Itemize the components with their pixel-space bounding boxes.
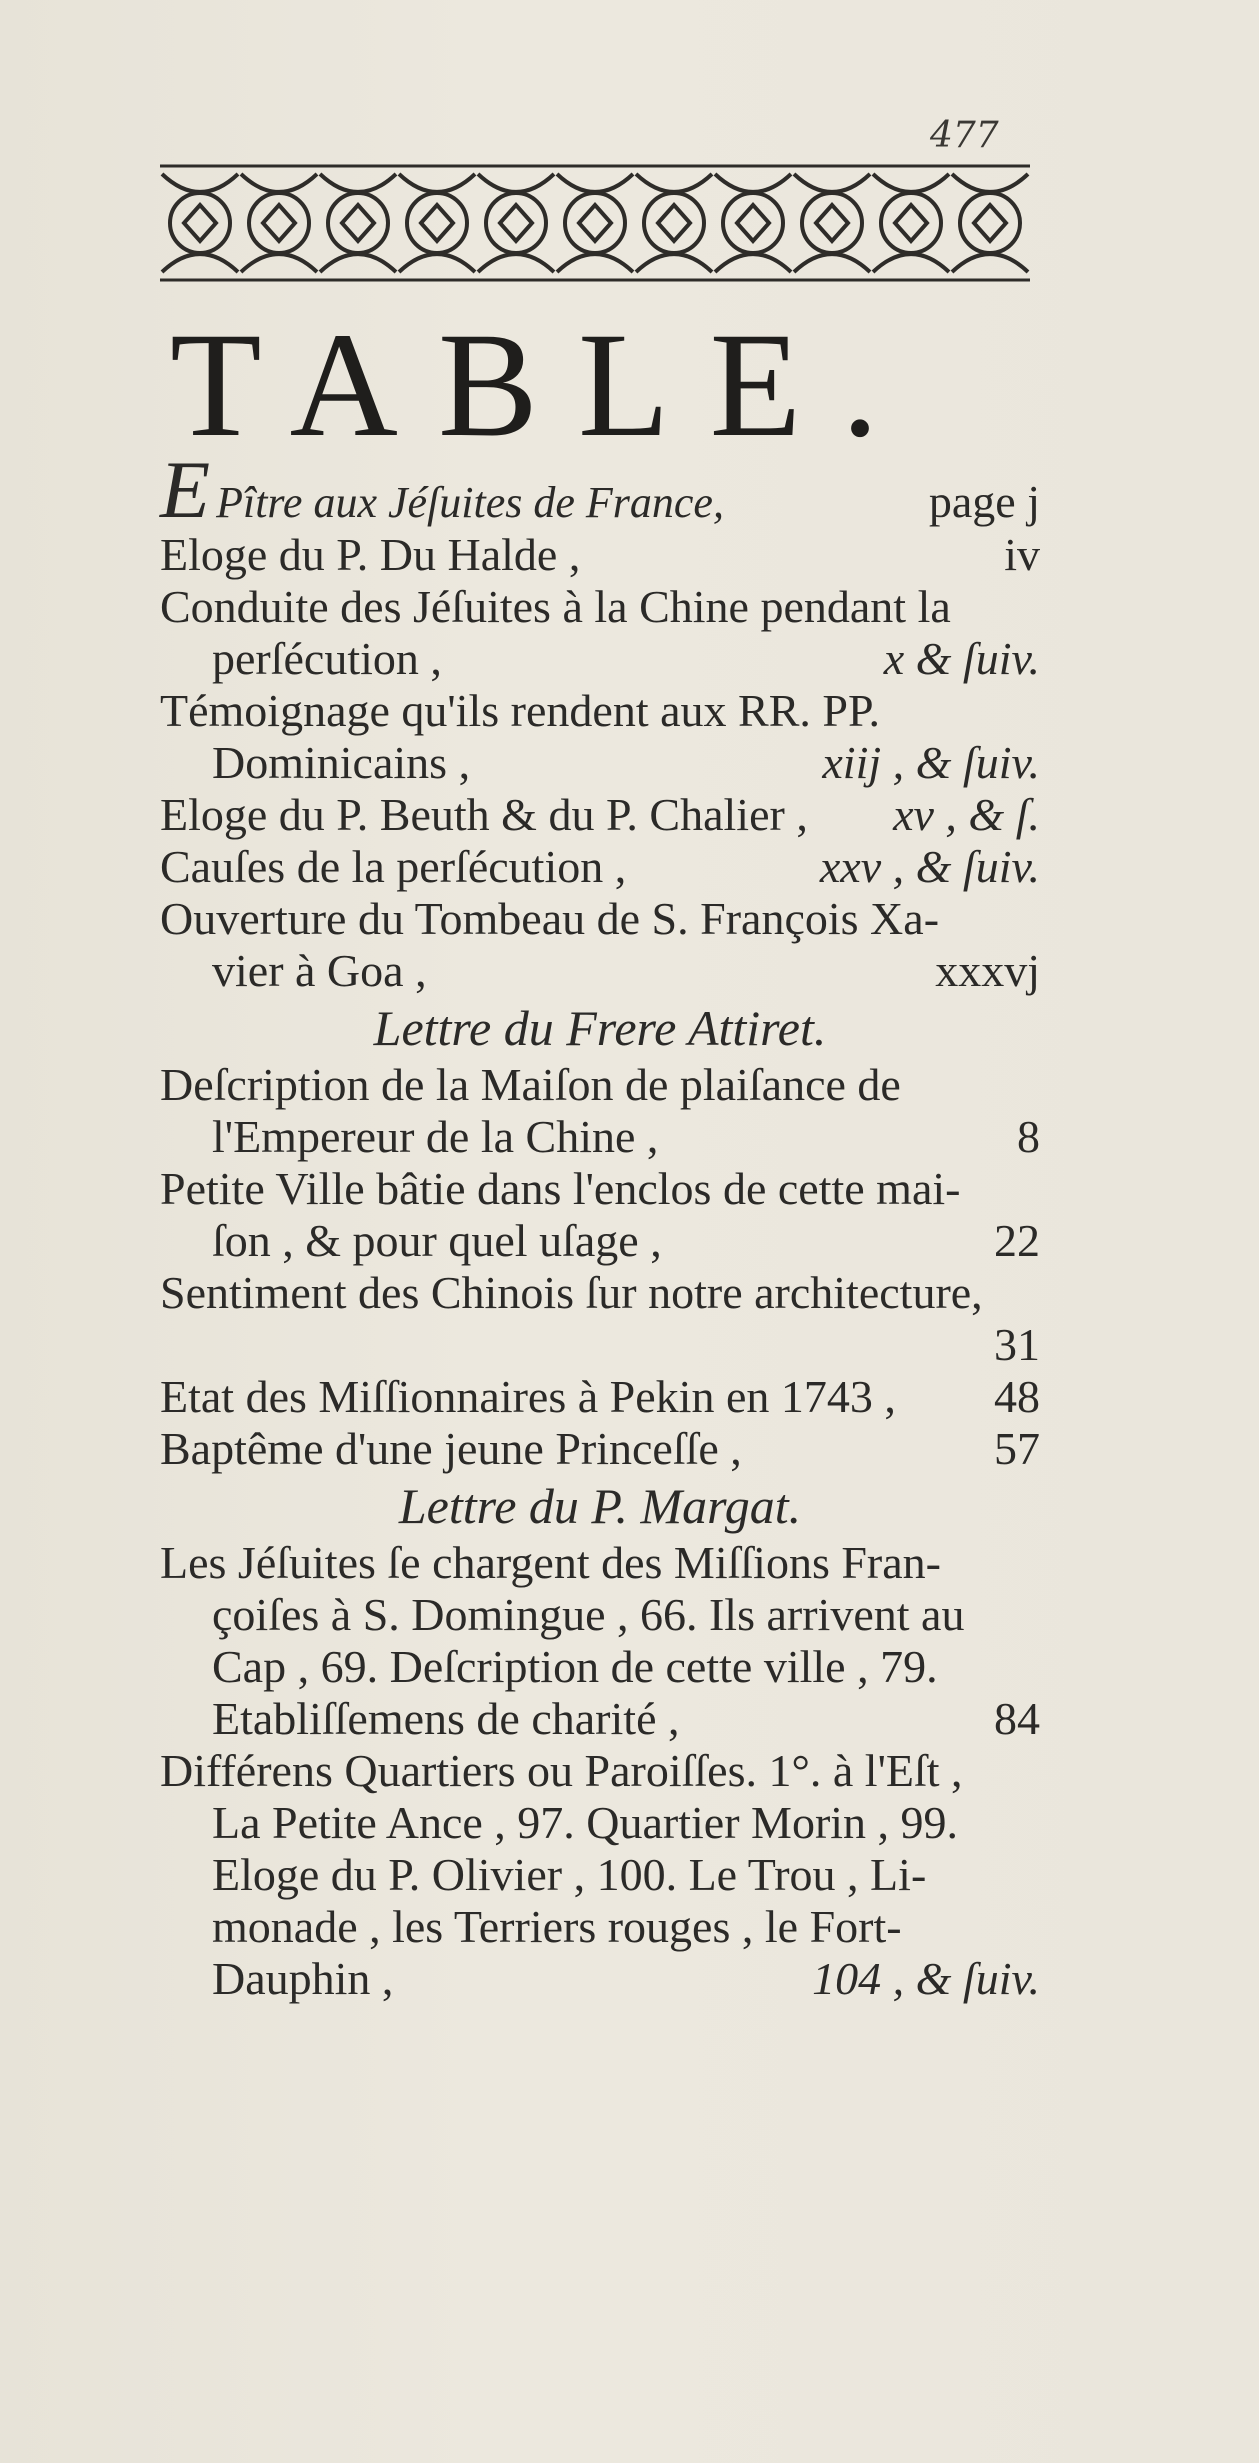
toc-page-ref: 57 (994, 1423, 1040, 1474)
section-heading: Lettre du P. Margat. (398, 1478, 802, 1534)
toc-line (160, 1423, 1040, 1475)
ornament-arc (557, 174, 633, 272)
ornament-diamond (737, 205, 769, 241)
ornament-diamond (658, 205, 690, 241)
toc-page-ref: 8 (1017, 1111, 1040, 1162)
toc-entry-text: çoiſes à S. Domingue , 66. Ils arrivent au (212, 1589, 965, 1640)
ornament-arc (478, 174, 554, 272)
toc-line (160, 581, 1040, 633)
toc-page-ref: 48 (994, 1371, 1040, 1422)
toc-page-ref: xiij , & ſuiv. (822, 737, 1040, 788)
toc-entry (160, 841, 1040, 893)
ornament-diamond (816, 205, 848, 241)
toc-line (160, 1953, 1040, 2005)
toc-line (160, 1901, 1040, 1953)
toc-entry-text: Différens Quartiers ou Paroiſſes. 1°. à l'Eſt , (160, 1745, 963, 1796)
ornament-diamond (500, 205, 532, 241)
toc-line (160, 789, 1040, 841)
toc-entry (160, 444, 1040, 535)
toc-entry (160, 1163, 1040, 1267)
decorative-header-band (160, 160, 1030, 285)
toc-page-ref: xxxvj (935, 945, 1040, 996)
toc-entry-text: Petite Ville bâtie dans l'enclos de cette mai- (160, 1163, 961, 1214)
toc-entry-text: Eloge du P. Beuth & du P. Chalier , (160, 789, 808, 840)
toc-entry (160, 789, 1040, 841)
toc-entry (160, 1423, 1040, 1475)
toc-entry (160, 1371, 1040, 1423)
toc-entry-text: Les Jéſuites ſe chargent des Miſſions Fran- (160, 1537, 941, 1588)
ornament-arc (162, 174, 238, 272)
drop-cap: E (160, 444, 211, 535)
toc-entry (160, 1059, 1040, 1163)
toc-entry-text: Conduite des Jéſuites à la Chine pendant la (160, 581, 951, 632)
toc-entry (160, 581, 1040, 685)
toc-line (160, 444, 1040, 535)
toc-page-ref: x & ſuiv. (883, 633, 1040, 684)
toc-entry-text: Dominicains , (212, 737, 471, 788)
toc-entry (160, 529, 1040, 581)
toc-line (160, 1797, 1040, 1849)
table-of-contents (160, 444, 1040, 2005)
toc-line (160, 1641, 1040, 1693)
toc-entry (160, 1745, 1040, 2005)
toc-line (160, 529, 1040, 581)
toc-page-ref: xv , & ſ. (893, 789, 1040, 840)
ornament-diamond (895, 205, 927, 241)
ornament-arc (241, 174, 317, 272)
ornament-arc (873, 174, 949, 272)
ornament-arc (794, 174, 870, 272)
toc-line (160, 633, 1040, 685)
toc-line (160, 1111, 1040, 1163)
toc-page-ref: 22 (994, 1215, 1040, 1266)
ornament-diamond (342, 205, 374, 241)
toc-entry-text: Eloge du P. Du Halde , (160, 529, 581, 580)
toc-line (160, 1267, 1040, 1319)
toc-entry-text: Témoignage qu'ils rendent aux RR. PP. (160, 685, 880, 736)
ornament-arc (636, 174, 712, 272)
toc-line (160, 1371, 1040, 1423)
toc-entry-text: Pître aux Jéſuites de France, (216, 478, 724, 527)
toc-line (160, 1215, 1040, 1267)
toc-entry-text: perſécution , (212, 633, 442, 684)
toc-entry-text: Sentiment des Chinois ſur notre architecture, (160, 1267, 983, 1318)
toc-line (160, 1745, 1040, 1797)
toc-entry (160, 1537, 1040, 1745)
toc-entry-text: Ouverture du Tombeau de S. François Xa- (160, 893, 940, 944)
toc-line (160, 1319, 1040, 1371)
ornament-arc (715, 174, 791, 272)
toc-page-ref: 104 , & ſuiv. (812, 1953, 1040, 2004)
toc-entry-text: l'Empereur de la Chine , (212, 1111, 659, 1162)
toc-line (160, 1163, 1040, 1215)
toc-line (160, 893, 1040, 945)
toc-entry-text: Deſcription de la Maiſon de plaiſance de (160, 1059, 901, 1110)
section-heading: Lettre du Frere Attiret. (373, 1000, 827, 1056)
toc-entry-text: vier à Goa , (212, 945, 427, 996)
toc-line (160, 1059, 1040, 1111)
toc-line (160, 1537, 1040, 1589)
toc-line (160, 1849, 1040, 1901)
ornament-diamond (974, 205, 1006, 241)
page-number: 477 (930, 115, 999, 156)
page-title: TABLE. (170, 302, 919, 468)
ornament-arc (952, 174, 1028, 272)
toc-line (160, 945, 1040, 997)
toc-line (160, 1693, 1040, 1745)
ornament-diamond (579, 205, 611, 241)
toc-entry-text: Cap , 69. Deſcription de cette ville , 79. (212, 1641, 938, 1692)
toc-entry-text: Cauſes de la perſécution , (160, 841, 627, 892)
toc-line (160, 1589, 1040, 1641)
toc-line (160, 841, 1040, 893)
toc-page-ref: 31 (994, 1319, 1040, 1370)
toc-entry-text: Eloge du P. Olivier , 100. Le Trou , Li- (212, 1849, 927, 1900)
toc-page-ref: 84 (994, 1693, 1040, 1744)
toc-entry (160, 893, 1040, 997)
toc-entry-text: Baptême d'une jeune Princeſſe , (160, 1423, 742, 1474)
ornament-diamond (421, 205, 453, 241)
toc-line (160, 737, 1040, 789)
toc-entry-text: Etat des Miſſionnaires à Pekin en 1743 , (160, 1371, 896, 1422)
ornament-arc (320, 174, 396, 272)
ornament-diamond (184, 205, 216, 241)
toc-entry-text: ſon , & pour quel uſage , (212, 1215, 662, 1266)
toc-entry-text: monade , les Terriers rouges , le Fort- (212, 1901, 902, 1952)
toc-line (160, 685, 1040, 737)
toc-entry-text: La Petite Ance , 97. Quartier Morin , 99. (212, 1797, 959, 1848)
toc-page-ref: iv (1004, 529, 1040, 580)
toc-entry-text: Dauphin , (212, 1953, 394, 2004)
toc-entry (160, 1267, 1040, 1371)
toc-entry (160, 685, 1040, 789)
toc-page-ref: xxv , & ſuiv. (819, 841, 1040, 892)
ornament-diamond (263, 205, 295, 241)
ornament-arc (399, 174, 475, 272)
toc-page-ref: page j (928, 476, 1040, 527)
toc-entry-text: Etabliſſemens de charité , (212, 1693, 680, 1744)
